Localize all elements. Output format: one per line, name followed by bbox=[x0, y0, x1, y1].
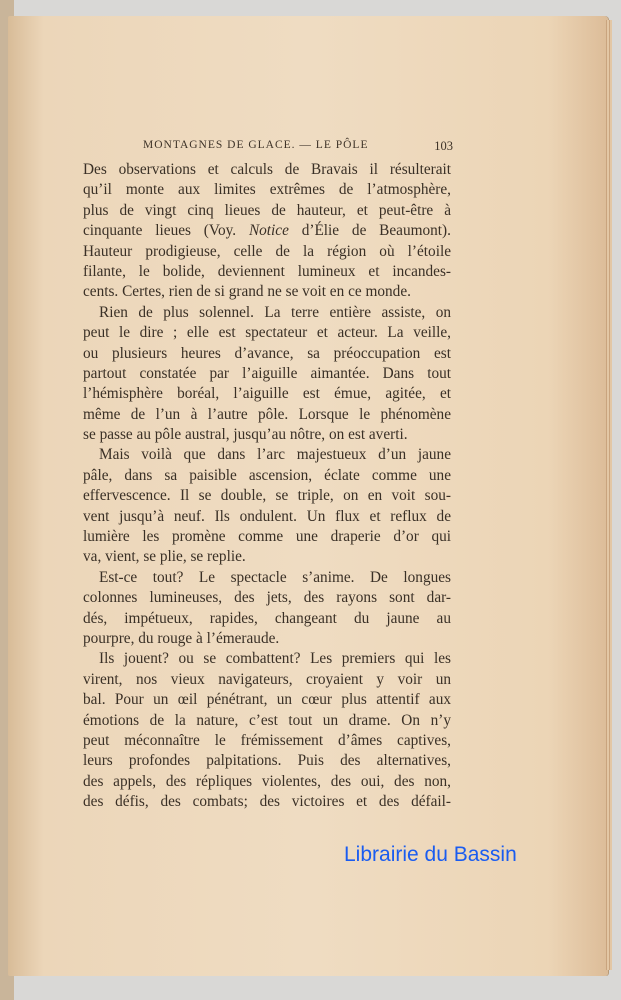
text-line: Rien de plus solennel. La terre entière assiste, on bbox=[99, 303, 451, 321]
text-line: cinquante lieues (Voy. Notice d’Élie de Beaumont). bbox=[83, 222, 451, 240]
text-line: émotions de la nature, c’est tout un drame. On n’y bbox=[83, 711, 451, 729]
text-line: Est-ce tout? Le spectacle s’anime. De longues bbox=[99, 568, 451, 586]
running-header bbox=[143, 139, 453, 154]
text-line: des appels, des répliques violentes, des oui, des non, bbox=[83, 772, 451, 790]
text-line: vent jusqu’à neuf. Ils ondulent. Un flux et reflux de bbox=[83, 507, 451, 525]
text-line: qu’il monte aux limites extrêmes de l’atmosphère, bbox=[83, 181, 451, 199]
text-line: se passe au pôle austral, jusqu’au nôtre, on est averti. bbox=[83, 426, 408, 444]
paragraph bbox=[83, 568, 451, 650]
text-line: va, vient, se plie, se replie. bbox=[83, 548, 246, 566]
text-line: bal. Pour un œil pénétrant, un cœur plus attentif aux bbox=[83, 691, 451, 709]
text-line: pourpre, du rouge à l’émeraude. bbox=[83, 629, 280, 647]
text-line: Ils jouent? ou se combattent? Les premiers qui les bbox=[99, 650, 451, 668]
watermark: Librairie du Bassin bbox=[344, 843, 517, 866]
text-line: leurs profondes palpitations. Puis des alternatives, bbox=[83, 752, 451, 770]
page-number: 103 bbox=[434, 139, 453, 153]
text-line: pâle, dans sa paisible ascension, éclate comme une bbox=[83, 466, 451, 484]
text-line: effervescence. Il se double, se triple, on en voit sou- bbox=[83, 487, 451, 505]
text-line: colonnes lumineuses, des jets, des rayons sont dar- bbox=[83, 589, 451, 607]
paragraph bbox=[83, 303, 451, 446]
text-line: lumière les promène comme une draperie d’or qui bbox=[83, 528, 451, 546]
text-line: ou plusieurs heures d’avance, sa préoccupation est bbox=[83, 344, 451, 362]
text-line: peut le dire ; elle est spectateur et acteur. La veille, bbox=[83, 324, 451, 342]
page-stack-edge bbox=[606, 20, 612, 970]
text-line: dés, impétueux, rapides, changeant du jaune au bbox=[83, 609, 451, 627]
text-line: plus de vingt cinq lieues de hauteur, et peut-être à bbox=[83, 201, 451, 219]
text-line: même de l’un à l’autre pôle. Lorsque le phénomène bbox=[83, 405, 451, 423]
text-line: virent, nos vieux navigateurs, croyaient y voir un bbox=[83, 670, 451, 688]
body-text bbox=[83, 160, 451, 813]
text-line: des défis, des combats; des victoires et des défail- bbox=[83, 793, 451, 811]
text-line: Mais voilà que dans l’arc majestueux d’un jaune bbox=[99, 446, 451, 464]
text-line: Hauteur prodigieuse, celle de la région où l’étoile bbox=[83, 242, 451, 260]
paragraph bbox=[83, 445, 451, 567]
text-line: l’hémisphère boréal, l’aiguille est émue, agitée, et bbox=[83, 385, 451, 403]
text-line: peut méconnaître le frémissement d’âmes captives, bbox=[83, 731, 451, 749]
paragraph bbox=[83, 160, 451, 303]
text-line: cents. Certes, rien de si grand ne se voit en ce monde. bbox=[83, 283, 411, 301]
paragraph bbox=[83, 649, 451, 812]
text-line: Des observations et calculs de Bravais il résulterait bbox=[83, 161, 451, 178]
running-title: MONTAGNES DE GLACE. — LE PÔLE bbox=[143, 139, 369, 151]
text-line: filante, le bolide, deviennent lumineux et incandes- bbox=[83, 262, 451, 280]
text-line: partout constatée par l’aiguille aimantée. Dans tout bbox=[83, 364, 451, 382]
